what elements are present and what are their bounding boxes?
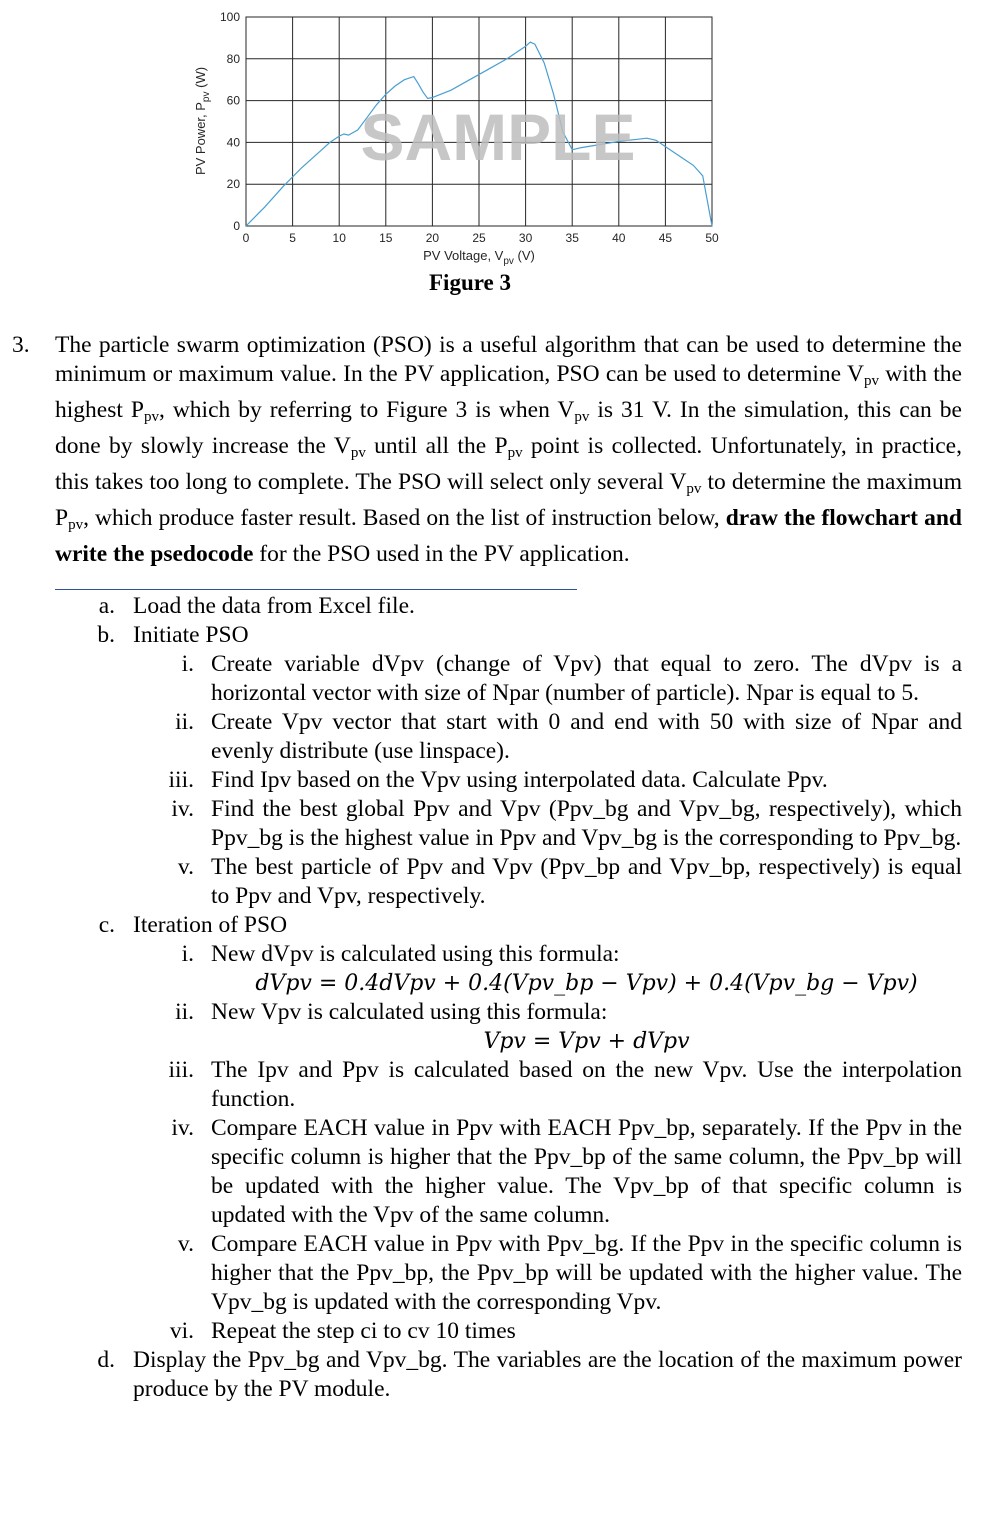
question-3 — [12, 331, 962, 569]
y-tick-label: 20 — [226, 177, 240, 192]
question-number: 3. — [12, 332, 30, 358]
watermark: SAMPLE — [360, 100, 636, 174]
step-c: c. Iteration of PSO — [98, 912, 288, 938]
step-b-ii: ii. Create Vpv vector that start with 0 and end with 50 with size of Npar and evenly distribute (use linspace). — [175, 709, 962, 764]
x-tick-label: 50 — [705, 231, 719, 245]
step-c-iii: iii. The Ipv and Ppv is calculated based on the new Vpv. Use the interpolation function. — [168, 1057, 962, 1112]
y-tick-label: 40 — [226, 135, 240, 150]
step-b: b. Initiate PSO — [97, 622, 249, 648]
x-tick-label: 45 — [658, 231, 673, 245]
y-tick-label: 0 — [233, 219, 240, 233]
formula-vpv: Vpv = Vpv + dVpv — [483, 1029, 690, 1054]
step-b-i: i. Create variable dVpv (change of Vpv) that equal to zero. The dVpv is a horizontal vector with size of Npar (number of particle). Npar is equal to 5. — [181, 651, 962, 706]
y-tick-label: 100 — [219, 10, 240, 24]
y-axis-label: PV Power, $P_{pv}$ (W) — [193, 66, 212, 176]
divider-line — [55, 589, 577, 590]
x-tick-label: 30 — [518, 231, 533, 245]
step-a: a. Load the data from Excel file. — [98, 593, 415, 619]
x-tick-label: 40 — [612, 231, 626, 245]
x-tick-label: 15 — [379, 231, 393, 245]
step-b-v: v. The best particle of Ppv and Vpv (Ppv_bp and Vpv_bp, respectively) is equal to Ppv and Vpv, respectively. — [177, 854, 962, 909]
step-b-iii: iii. Find Ipv based on the Vpv using interpolated data. Calculate Ppv. — [168, 767, 828, 793]
x-tick-label: 5 — [289, 231, 296, 245]
instruction-list — [0, 592, 962, 1404]
formula-dvpv: dVpv = 0.4dVpv + 0.4(Vpv_bp − Vpv) + 0.4(Vpv_bg − Vpv) — [255, 971, 918, 996]
x-axis-label: PV Voltage, $V_{pv}$ (V) — [423, 248, 535, 267]
x-tick-label: 0 — [242, 231, 250, 245]
step-c-iv: iv. Compare EACH value in Ppv with EACH Ppv_bp, separately. If the Ppv in the specific column is higher that the Ppv_bp of the same column, the Ppv_bp will be updated with the higher value. The Vpv_bp of that specific column is updated with the Vpv of the same column. — [171, 1115, 962, 1228]
y-tick-label: 60 — [226, 93, 240, 108]
figure-caption: Figure 3 — [429, 270, 511, 295]
y-tick-label: 80 — [226, 51, 240, 66]
step-c-vi: vi. Repeat the step ci to cv 10 times — [169, 1318, 516, 1344]
step-b-iv: iv. Find the best global Ppv and Vpv (Ppv_bg and Vpv_bg, respectively), which Ppv_bg is the highest value in Ppv and Vpv_bg is the corresponding to Ppv_bg. — [171, 796, 962, 851]
question-body: The particle swarm optimization (PSO) is a useful algorithm that can be used to determine the minimum or maximum value. In the PV application, PSO can be used to determine $V_{pv}$ with the highest $P_{pv}$, which by referring to Figure 3 is when $V_{pv}$ is 31 V. In the simulation, this can be done by slowly increase the $V_{pv}$ until all the $P_{pv}$ point is collected. Unfortunately, in practice, this takes too long to complete. The PSO will select only several $V_{pv}$ to determine the maximum $P_{pv}$, which produce faster result. Based on the list of instruction below, draw the flowchart and write the psedocode for the PSO used in the PV application. — [55, 332, 962, 567]
x-tick-label: 35 — [565, 231, 579, 245]
x-tick-label: 10 — [332, 231, 346, 245]
x-tick-label: 25 — [472, 231, 486, 245]
step-c-v: v. Compare EACH value in Ppv with Ppv_bg. If the Ppv in the specific column is higher that the Ppv_bp, the Ppv_bp will be updated with the higher value. The Vpv_bg is updated with the corresponding Vpv. — [177, 1231, 962, 1315]
step-c-i: i. New dVpv is calculated using this formula: — [181, 941, 620, 967]
step-c-ii: ii. New Vpv is calculated using this formula: — [175, 999, 608, 1025]
pv-power-chart — [0, 0, 1007, 268]
x-tick-label: 20 — [425, 231, 440, 245]
bold-instruction: draw the flowchart and write the psedocode — [55, 505, 962, 567]
step-d: d. Display the Ppv_bg and Vpv_bg. The variables are the location of the maximum power produce by the PV module. — [97, 1347, 962, 1402]
